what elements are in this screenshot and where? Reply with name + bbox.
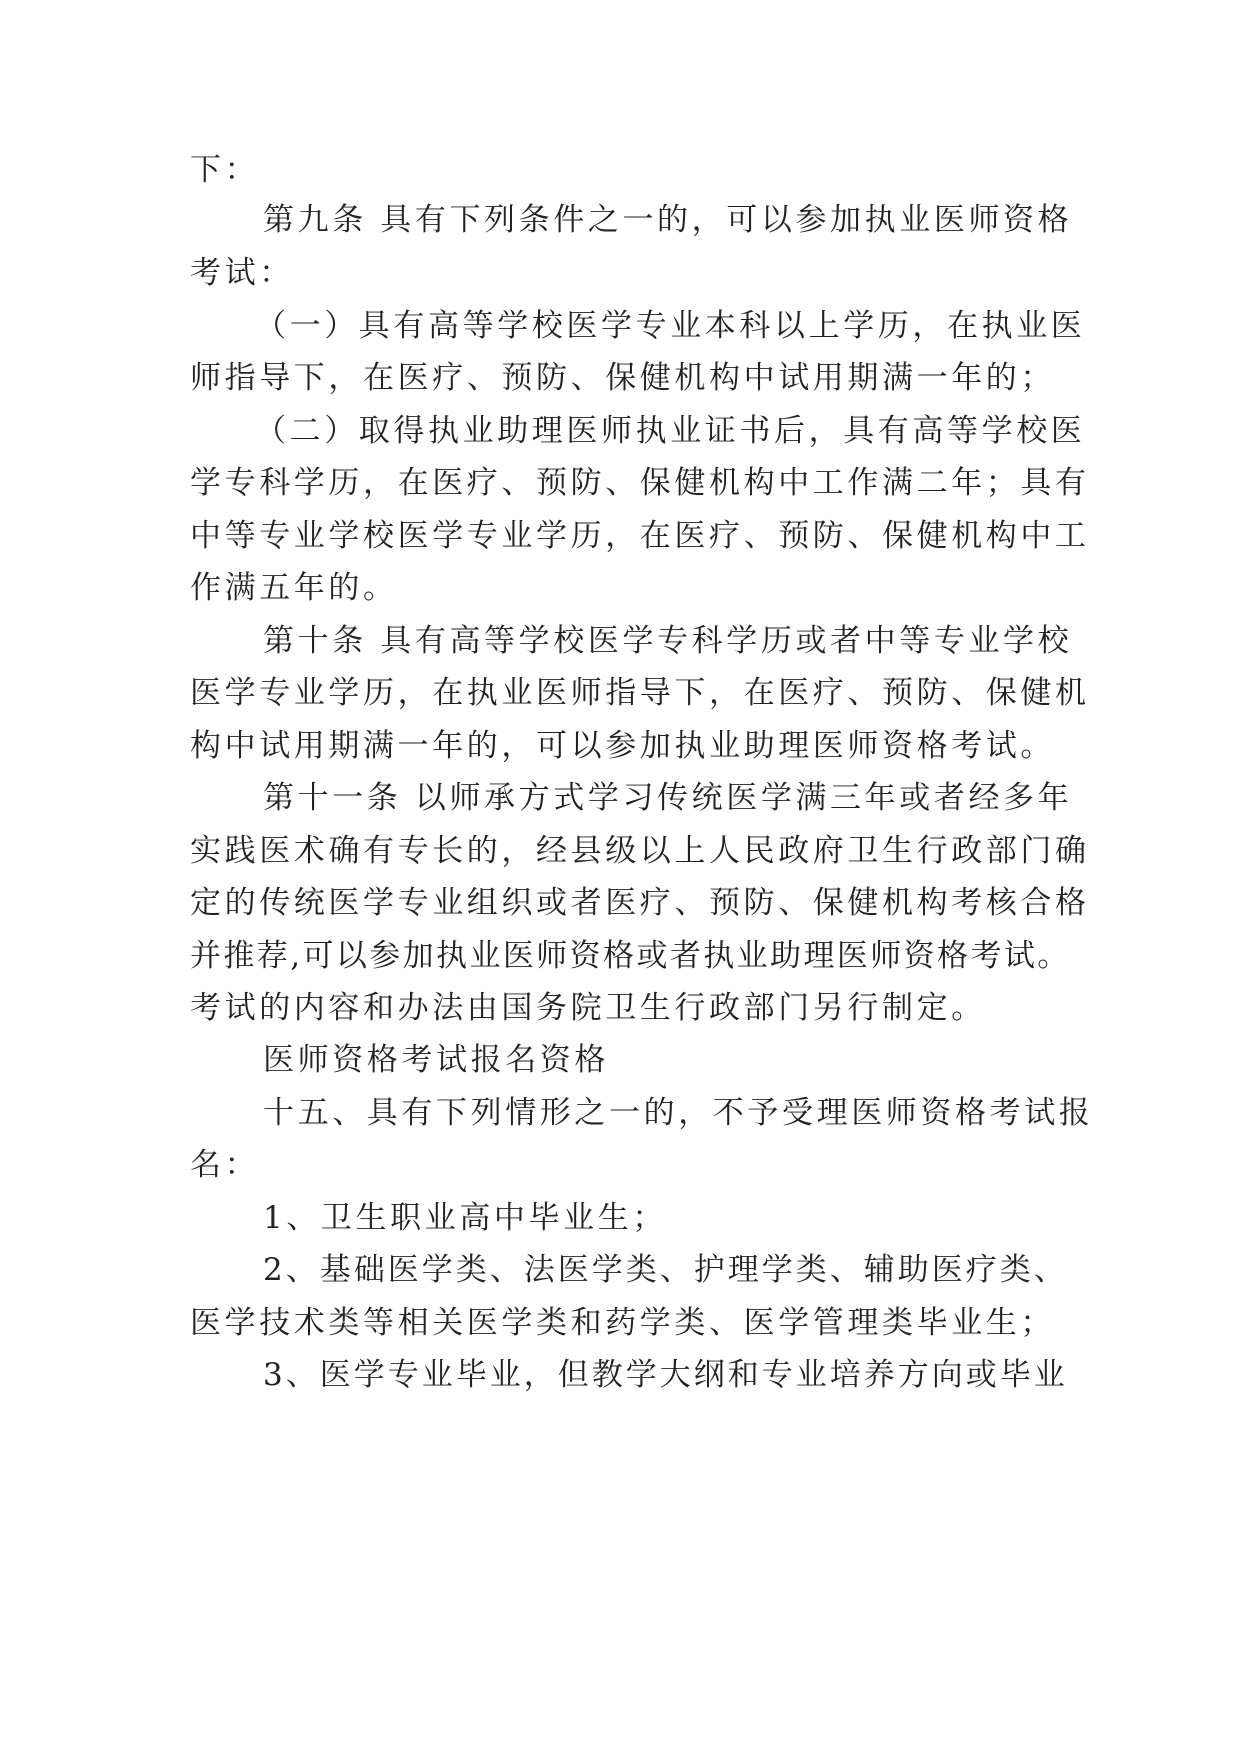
text-line: 名： xyxy=(190,1147,260,1183)
text-line: 师指导下，在医疗、预防、保健机构中试用期满一年的； xyxy=(190,360,1055,396)
text-line: 中等专业学校医学专业学历，在医疗、预防、保健机构中工 xyxy=(190,518,1090,554)
text-line: 1、卫生职业高中毕业生； xyxy=(263,1200,667,1236)
text-line: 第十一条 以师承方式学习传统医学满三年或者经多年 xyxy=(263,780,1073,816)
text-line: 实践医术确有专长的，经县级以上人民政府卫生行政部门确 xyxy=(190,833,1090,869)
text-line: 学专科学历，在医疗、预防、保健机构中工作满二年；具有 xyxy=(190,465,1090,501)
text-line: 作满五年的。 xyxy=(190,570,398,606)
text-line: 医学专业学历，在执业医师指导下，在医疗、预防、保健机 xyxy=(190,675,1090,711)
text-line: 考试的内容和办法由国务院卫生行政部门另行制定。 xyxy=(190,990,986,1026)
text-line: 十五、具有下列情形之一的，不予受理医师资格考试报 xyxy=(263,1095,1094,1131)
text-line: 3、医学专业毕业，但教学大纲和专业培养方向或毕业 xyxy=(263,1357,1068,1393)
text-line: 构中试用期满一年的，可以参加执业助理医师资格考试。 xyxy=(190,728,1055,764)
text-line: （一）具有高等学校医学专业本科以上学历，在执业医 xyxy=(255,308,1086,344)
text-line: 2、基础医学类、法医学类、护理学类、辅助医疗类、 xyxy=(263,1252,1068,1288)
text-line: 医学技术类等相关医学类和药学类、医学管理类毕业生； xyxy=(190,1305,1055,1341)
text-line: 并推荐,可以参加执业医师资格或者执业助理医师资格考试。 xyxy=(190,938,1071,974)
text-line: 考试： xyxy=(190,255,294,291)
text-line: 医师资格考试报名资格 xyxy=(263,1042,609,1078)
text-line: 下： xyxy=(190,152,260,188)
text-line: 第十条 具有高等学校医学专科学历或者中等专业学校 xyxy=(263,623,1073,659)
text-line: 第九条 具有下列条件之一的，可以参加执业医师资格 xyxy=(263,202,1073,238)
text-line: 定的传统医学专业组织或者医疗、预防、保健机构考核合格 xyxy=(190,885,1090,921)
text-line: （二）取得执业助理医师执业证书后，具有高等学校医 xyxy=(255,413,1086,449)
